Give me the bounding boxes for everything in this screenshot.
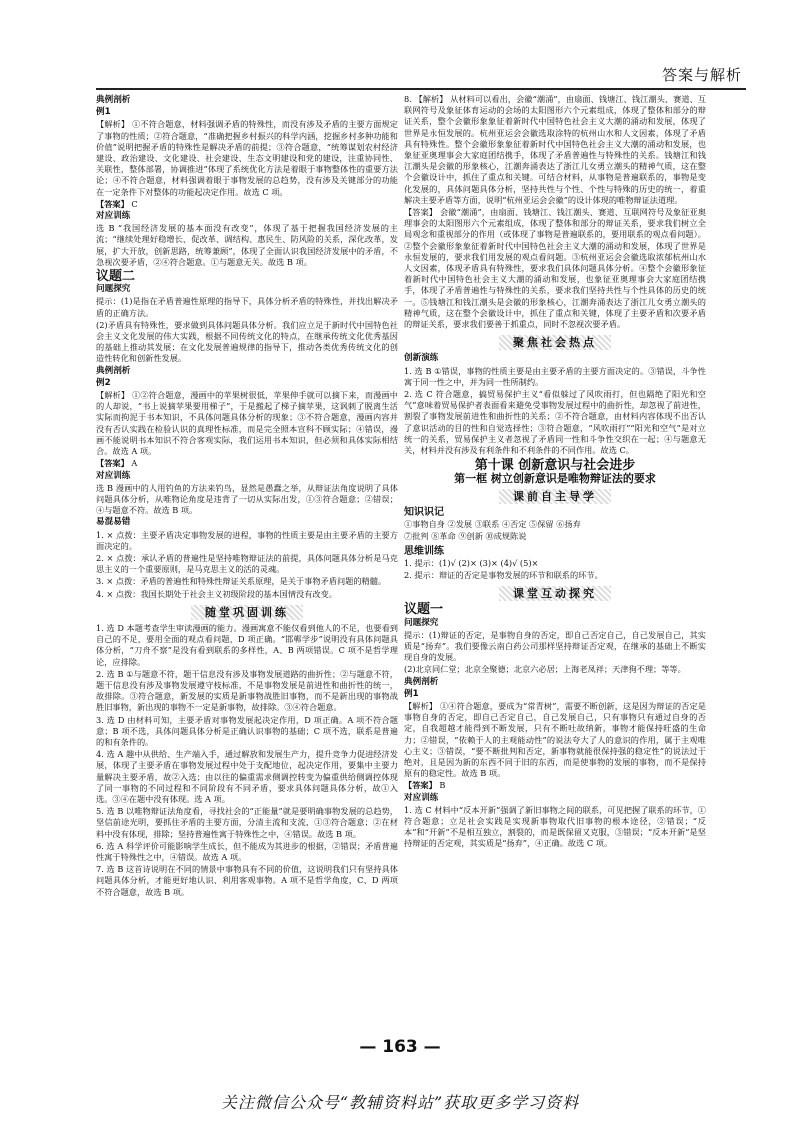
thinking-item: 2. 提示：辩证的否定是事物发展的环节和联系的环节。 bbox=[404, 569, 603, 580]
section-tag: 易混易错 bbox=[96, 517, 131, 528]
answer-value: A bbox=[131, 458, 138, 469]
section-tag: 对应训练 bbox=[96, 211, 131, 222]
footer-note: 关注微信公众号“教辅资料站”获取更多学习资料 bbox=[220, 1093, 580, 1112]
question-hint: (2)矛盾具有特殊性，要求做到具体问题具体分析。我们应立足于新时代中国特色社会主义文化发展的伟大实践，根据不同传统文化的特点，在继承传统文化优秀基因的基础上推动其发展；在文化发展普遍规律的指导下，推动各类优秀传统文化的创造性转化和创新性发展。 bbox=[96, 319, 398, 364]
answer-item: 8. 【解析】 从材料可以看出，会徽“潮涌”，由扇面、钱塘江、钱江潮头、赛道、互联网符号及象征体育运动的会场的太阳图形六个元素组成，体现了整体和部分的辩证关系，整个会徽形象象征着新时代中国特色社会主义大潮的涌动和发展，体现了世界是永恒发展的。杭州亚运会会徽选取涂特的杭州山水和人文因素，体现了矛盾具有特殊性。整个会徽形象象征着新时代中国特色社会主义大潮的涌动和发展，也象征亚奥理事会大家庭团结携手，体现了矛盾普遍性与特殊性的关系。钱塘江和钱江潮头是会徽的形象核心，江潮奔涌表达了浙江儿女勇立潮头的精神气质，这在整个会徽设计中，抓住了重点和关键。可结合材料，从事物是普遍联系的，事物是变化发展的，具体问题具体分析，坚持共性与个性、个性与特殊的历史的统一，着重解决主要矛盾等方面，说明“杭州亚运会会徽”的设计体现的唯物辩证法道理。 bbox=[404, 94, 706, 205]
error-item: 4. × 点拨：我国长期处于社会主义初级阶段的基本国情没有改变。 bbox=[96, 588, 337, 599]
page-number: — 163 — bbox=[359, 1037, 441, 1057]
example-answer: 【答案】 B bbox=[404, 780, 446, 791]
section-tag: 典例剖析 bbox=[96, 365, 131, 376]
subheading: 知识识记 bbox=[404, 506, 444, 518]
answer-item: 5. 选 B 以唯物辩证法角度看，寻找社会的“正能量”就是要明确事物发展的总趋势，坚信前途光明，要抓住矛盾的主要方面，分清主流和支流，①③符合题意；②在材料中没有体现，排除；坚持普遍性寓于特殊性之中，④错误。故选 B 项。 bbox=[96, 806, 398, 839]
example-answer: 【答案】 A bbox=[96, 458, 138, 469]
section-banner bbox=[404, 335, 706, 350]
error-item: 1. × 点拨：主要矛盾决定事物发展的进程，事物的性质主要是由主要矛盾的主要方面决定的。 bbox=[96, 529, 398, 551]
section-tag: 对应训练 bbox=[96, 470, 131, 481]
question-hint: 提示：(1)辩证的否定，是事物自身的否定，即自己否定自己，自己发展自己，其实质是“扬弃”。我们要像云南白药公司那样坚持辩证否定观，在继承的基础上不断实现自身的发展。 bbox=[404, 629, 706, 663]
knowledge-line: ①事物自身 ②发展 ③联系 ④否定 ⑤保留 ⑥扬弃 bbox=[404, 519, 581, 530]
banner-label: 随堂巩固训练 bbox=[191, 605, 303, 620]
example-tag: 例2 bbox=[96, 377, 111, 388]
answer-item: 2. 选 B ①与题意不符，题干信息没有涉及事物发展道路的曲折性；②与题意不符，题干信息没有涉及事物发展遵守枝标准，不是事物发展是前进性和曲折性的统一，故排除。③符合题意，新发展的实质是新事物战胜旧事物，而不是新出现的事物战胜旧事物，新出现的事物不一定是新事物，故排除。③④符合题意。 bbox=[96, 668, 398, 713]
question-hint: (2)北京同仁堂；北京全聚德；北京六必居；上海老凤祥；天津狗不理；等等。 bbox=[404, 664, 686, 675]
section-tag: 典例剖析 bbox=[404, 676, 439, 687]
section-tag: 创新演练 bbox=[404, 353, 439, 364]
example-analysis: 【解析】 ①不符合题意，材料强调矛盾的特殊性，而没有涉及矛盾的主要方面规定了事物的性质；②符合题意，“准确把握乡村振兴的科学内涵，挖掘乡村多种功能和价值”说明把握矛盾的特殊性是解决矛盾的前提；③符合题意，“统筹谋划农村经济建设、政治建设、文化建设、社会建设、生态文明建设和党的建设，注重协同性、关联性，整体部署，协调推进”体现了系统优化方法是着眼于事物整体性的重要方法论；④不符合题意，材料强调着眼于事物发展的总趋势，没有涉及关键部分的功能在一定条件下对整体的功能起决定作用。故选 C 项。 bbox=[96, 119, 398, 197]
topic-heading: 议题一 bbox=[404, 602, 444, 618]
example-answer: 【答案】 C bbox=[96, 198, 138, 209]
answer-item: 【答案】 会徽“潮涌”，由扇面、钱塘江、钱江潮头、赛道、互联网符号及象征亚奥理事会的太阳图形六个元素组成，体现了整体和部分的辩证关系，要求我们树立全局观念和重视部分的作用（或体现了事物是普遍联系的，要用联系的观点看问题）。②整个会徽形象象征着新时代中国特色社会主义大潮的涌动和发展，体现了世界是永恒发展的，要求我们用发展的观点看问题。③杭州亚运会会徽选取浓郁杭州山水人文因素，体现矛盾具有特殊性，要求我们具体问题具体分析。④整个会徽形象征着新时代中国特色社会主义大潮的涌动和发展，也象征亚奥理事会大家庭团结携手，体现了矛盾普遍性与特殊性的关系，要求我们坚持共性与个性具体的历史的统一。⑤钱塘江和钱江潮头是会徽的形象核心，江潮奔涌表达了浙江儿女勇立潮头的精神气质，这在整个会徽设计中，抓住了重点和关键，体现了主要矛盾和次要矛盾的辩证关系，要求我们要善于抓重点，同时不忽视次要矛盾。 bbox=[404, 207, 706, 330]
banner-label: 聚焦社会热点 bbox=[499, 335, 611, 350]
header-title: 答案与解析 bbox=[661, 66, 742, 84]
example-tag: 例1 bbox=[404, 688, 419, 699]
right-column bbox=[404, 94, 706, 851]
answer-item: 7. 选 B 这首诗说明在不同的情景中事物具有不同的价值，这说明我们只有坚持具体问题具体分析，才能更好地认识、利用客观事物。A 项不是哲学角度，C、D 两项不符合题意，故选 B 项。 bbox=[96, 864, 398, 897]
question-hint: 提示：(1)是指在矛盾普遍性原理的指导下，具体分析矛盾的特殊性，并找出解决矛盾的正确方法。 bbox=[96, 296, 398, 318]
section-banner bbox=[404, 586, 706, 601]
page-header bbox=[96, 62, 746, 90]
answer-value: B bbox=[439, 780, 446, 791]
drill-item: 选 B 漫画中的人用钓鱼的方法来钓鸟，显然是愚蠢之举，从辩证法角度说明了具体问题具体分析，从唯物论角度是违背了一切从实际出发，①③符合题意；②错误；④与题意不符。故选 B 项。 bbox=[96, 482, 398, 516]
knowledge-line: ⑦批判 ⑧革命 ⑨创新 ⑩成规陈说 bbox=[404, 531, 527, 542]
example-analysis: 【解析】 ①②符合题意，漫画中的苹果树很低，苹果伸手就可以摘下来，而漫画中的人却说，“书上说摘苹果要用梯子”，于是搬起了梯子摘苹果，这讽刺了脱离生活实际而拘泥于书本知识，不具体问题具体分析的现象；③不符合题意，漫画内容并没有否认实践在检验认识的真理性标准，而是完全照本宣科不顾实际；④错误，漫画不能说明书本知识不符合客观实际，我们运用书本知识，但必须和具体实际相结合。故选 A 项。 bbox=[96, 390, 398, 457]
answer-item: 1. 选 B ①错误，事物的性质主要是由主要矛盾的主要方面决定的。③错误，斗争性寓于同一性之中，并为同一性所制约。 bbox=[404, 365, 706, 387]
topic-heading: 议题二 bbox=[96, 269, 136, 285]
section-title: 第一框 树立创新意识是唯物辩证法的要求 bbox=[454, 471, 656, 485]
drill-item: 选 B “我国经济发展的基本面没有改变”，体现了基于把握我国经济发展的主流；“继续处理好稳增长、促改革、调结构、惠民生、防风险的关系，深化改革，发展，扩大开放，创新思路，统筹兼顾”，体现了全面认识我国经济发展中的矛盾，不急视次要矛盾，②④符合题意。①与题意无关。故选 B 项。 bbox=[96, 223, 398, 267]
answer-item: 1. 选 D 本题考查学生审读漫画的能力。漫画寓意不能仅看到他人的不足，也要看到自己的不足，要用全面的观点看问题，D 项正确。“邯郸学步”说明没有具体问题具体分析，“刀舟不察”是没有看到联系的多样性，A、B 两项错误。C 项不是哲学理论，应排除。 bbox=[96, 622, 398, 667]
answer-item: 4. 选 A 趣中从供给、生产端入手，通过解放和发展生产力，提升竞争力促进经济发展，体现了主要矛盾在事物发展过程中处于支配地位，起决定作用，要集中主要力量解决主要矛盾，故②入选；由以往的偏重需求侧调控转变为偏重供给侧调控体现了同一事物的不同过程和不同阶段有不同矛盾，要求具体问题具体分析，故①入选。③④在题中没有体现。选 A 项。 bbox=[96, 749, 398, 804]
section-banner bbox=[96, 605, 398, 620]
example-tag: 例1 bbox=[96, 107, 111, 118]
error-item: 3. × 点拨：矛盾的普遍性和特殊性辩证关系原理，是关于事物矛盾问题的精髓。 bbox=[96, 576, 387, 587]
error-item: 2. × 点拨：承认矛盾的普遍性是坚持唯物辩证法的前提，具体问题具体分析是马克思主义的一个重要原则，是马克思主义的活的灵魂。 bbox=[96, 552, 398, 575]
banner-label: 课堂互动探究 bbox=[499, 586, 611, 601]
section-tag: 问题探究 bbox=[404, 617, 439, 628]
answer-item: 3. 选 D 由材料可知，主要矛盾对事物发展起决定作用，D 项正确。A 项不符合题意；B 项不选，具体问题具体分析是正确认识事物的基础；C 项不选，联系是普遍的和有条件的。 bbox=[96, 714, 398, 747]
subheading: 思维训练 bbox=[404, 545, 444, 557]
answer-item: 6. 选 A 科学评价可能影响学生成长，但不能成为其进步的根据，②错误；矛盾普遍性寓于特殊性之中，④错误。故选 A 项。 bbox=[96, 840, 398, 862]
section-tag: 对应训练 bbox=[404, 792, 439, 803]
drill-item: 1. 选 C 材料中“反本开新”强调了新旧事物之间的联系，可见把握了联系的环节，①符合题意；立足社会实践是实现新事物取代旧事物的根本途径，②错误；“反本”和“开新”不是相互独立，割裂的，而是既保留又克服，③错误；“反本开新”是坚持辩证的否定观，其实质是“扬弃”，④正确。故选 C 项。 bbox=[404, 804, 706, 849]
lesson-title: 第十课 创新意识与社会进步 bbox=[474, 458, 636, 474]
left-column bbox=[96, 94, 398, 899]
section-banner bbox=[404, 489, 706, 504]
section-tag: 典例剖析 bbox=[96, 95, 131, 105]
section-tag: 问题探究 bbox=[96, 284, 131, 295]
example-analysis: 【解析】 ①④符合题意，要成为“常青树”，需要不断创新，这是因为辩证的否定是事物自身的否定，即自己否定自己，自己发展自己，只有事物只有通过自身的否定，自我超越才能得到不断发展，只有不断吐故纳新，事物才能保持旺盛的生命力；②错误，“依赖于人的主观能动性”的说法夸大了人的意识的作用，属于主观唯心主义；③错误，“要不断批判和否定，新事物就能很保持强的稳定性”的说法过于绝对，且是因为新的东西不同于旧的东西，而是使事物的发展的事物，而不是保持原有的稳定性。故选 B 项。 bbox=[404, 700, 706, 779]
answer-value: C bbox=[131, 198, 138, 209]
thinking-item: 1. 提示：(1)√ (2)× (3)× (4)√ (5)× bbox=[404, 557, 539, 568]
banner-label: 课前自主导学 bbox=[499, 489, 611, 504]
answer-item: 2. 选 C 符合题意，搞贸易保护主义“看似躲过了风吹雨打，但也隔绝了阳光和空气”意味着贸易保护者表面看来避免受事物发展过程中的曲折性，却忽视了前进性，割裂了事物发展前进性和曲折性的关系；②不符合题意，由材料内容体现不出否认了意识活动的目的性和自觉选择性；③符合题意，“风吹雨打”“阳光和空气”是对立统一的关系，贸易保护主义者忽视了矛盾同一性和斗争性交织在一起；④与题意无关，材料并没有涉及有利条件和不利条件的不同作用。故选 C。 bbox=[404, 389, 706, 456]
